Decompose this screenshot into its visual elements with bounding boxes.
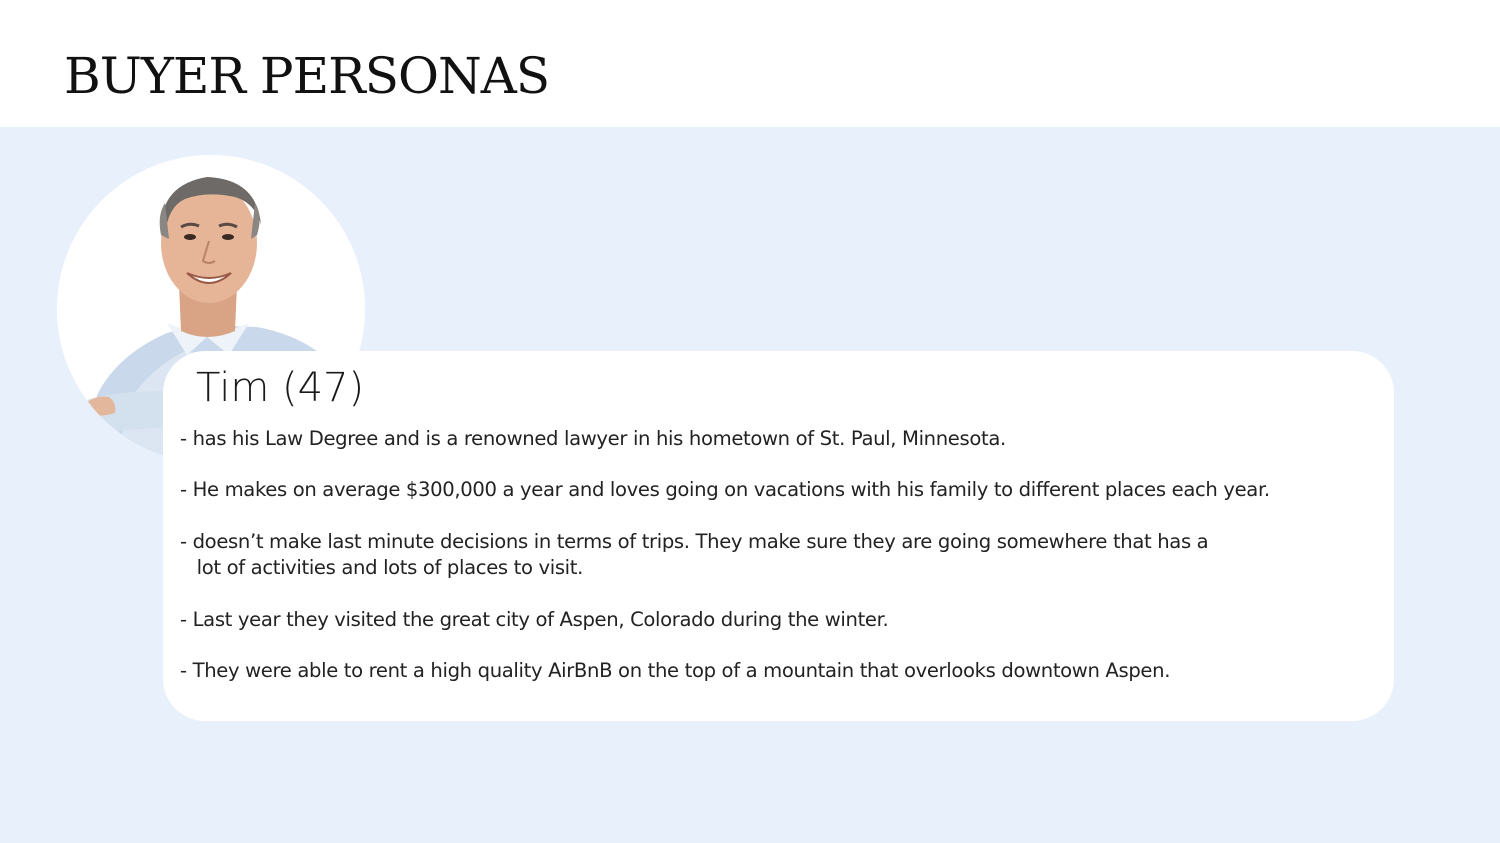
trait-income: - He makes on average $300,000 a year and loves going on vacations with his family to different places each year.: [180, 478, 1270, 501]
persona-card: [163, 351, 1394, 721]
persona-name: Tim (47): [196, 365, 365, 411]
trait-lodging: - They were able to rent a high quality AirBnB on the top of a mountain that overlooks downtown Aspen.: [180, 659, 1171, 682]
slide-header: [0, 0, 1500, 127]
trait-planning-line-1: - doesn’t make last minute decisions in terms of trips. They make sure they are going somewhere that has a: [180, 530, 1209, 553]
trait-planning: [180, 529, 1380, 581]
page-title: BUYER PERSONAS: [64, 47, 550, 105]
trait-planning-line-2: lot of activities and lots of places to visit.: [196, 556, 583, 579]
trait-last-trip: - Last year they visited the great city of Aspen, Colorado during the winter.: [180, 608, 889, 631]
trait-education: - has his Law Degree and is a renowned lawyer in his hometown of St. Paul, Minnesota.: [180, 427, 1006, 450]
